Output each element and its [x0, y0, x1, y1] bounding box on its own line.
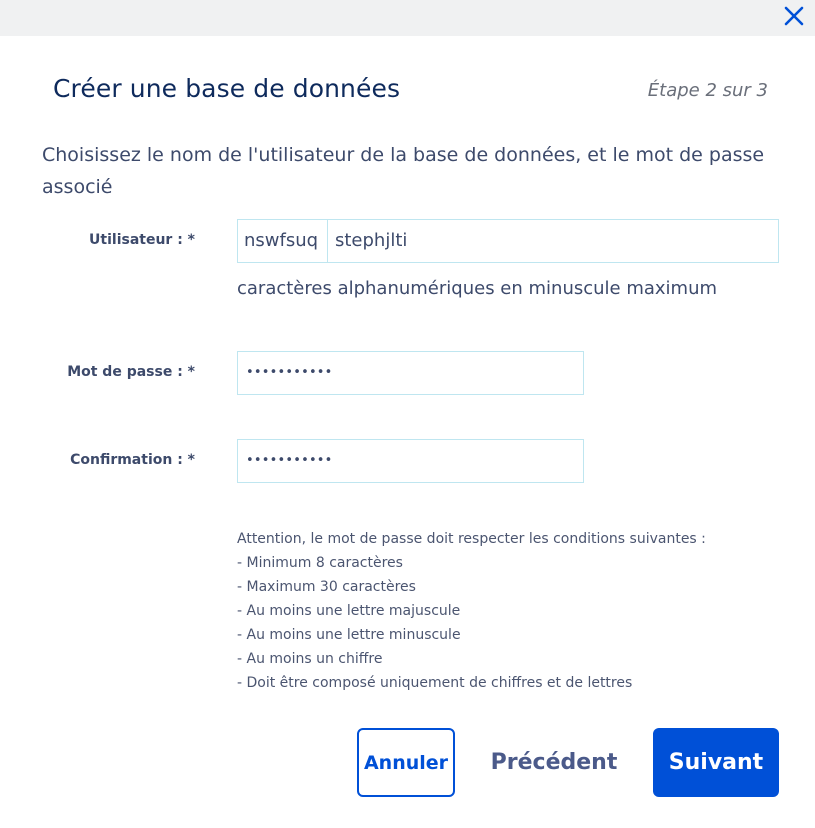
step-indicator: Étape 2 sur 3	[647, 80, 768, 101]
next-button[interactable]: Suivant	[653, 728, 779, 797]
rule-item: - Maximum 30 caractères	[237, 579, 416, 595]
rule-item: - Au moins une lettre minuscule	[237, 627, 461, 643]
user-prefix: nswfsuq	[238, 220, 328, 262]
password-rules	[237, 527, 706, 695]
user-input[interactable]	[237, 219, 779, 263]
rule-item: - Au moins un chiffre	[237, 651, 383, 667]
user-hint: caractères alphanumériques en minuscule maximum	[237, 278, 718, 299]
rule-item: - Minimum 8 caractères	[237, 555, 403, 571]
intro-text: Choisissez le nom de l'utilisateur de la base de données, et le mot de passe associé	[42, 144, 765, 198]
password-value: •••••••••••	[246, 365, 333, 380]
dialog-title: Créer une base de données	[53, 74, 401, 103]
previous-button[interactable]: Précédent	[490, 750, 618, 775]
confirmation-value: •••••••••••	[246, 453, 333, 468]
close-icon	[781, 3, 807, 29]
confirmation-input[interactable]	[237, 439, 584, 483]
dialog-top-bar	[0, 0, 815, 36]
user-label: Utilisateur : *	[89, 232, 195, 248]
rule-item: - Au moins une lettre majuscule	[237, 603, 461, 619]
close-button[interactable]	[781, 3, 807, 29]
cancel-button[interactable]: Annuler	[357, 728, 455, 797]
rules-intro: Attention, le mot de passe doit respecter les conditions suivantes :	[237, 531, 706, 547]
password-label: Mot de passe : *	[67, 364, 195, 380]
confirmation-label: Confirmation : *	[70, 452, 195, 468]
password-input[interactable]	[237, 351, 584, 395]
rule-item: - Doit être composé uniquement de chiffres et de lettres	[237, 675, 633, 691]
user-value: stephjlti	[335, 230, 408, 251]
